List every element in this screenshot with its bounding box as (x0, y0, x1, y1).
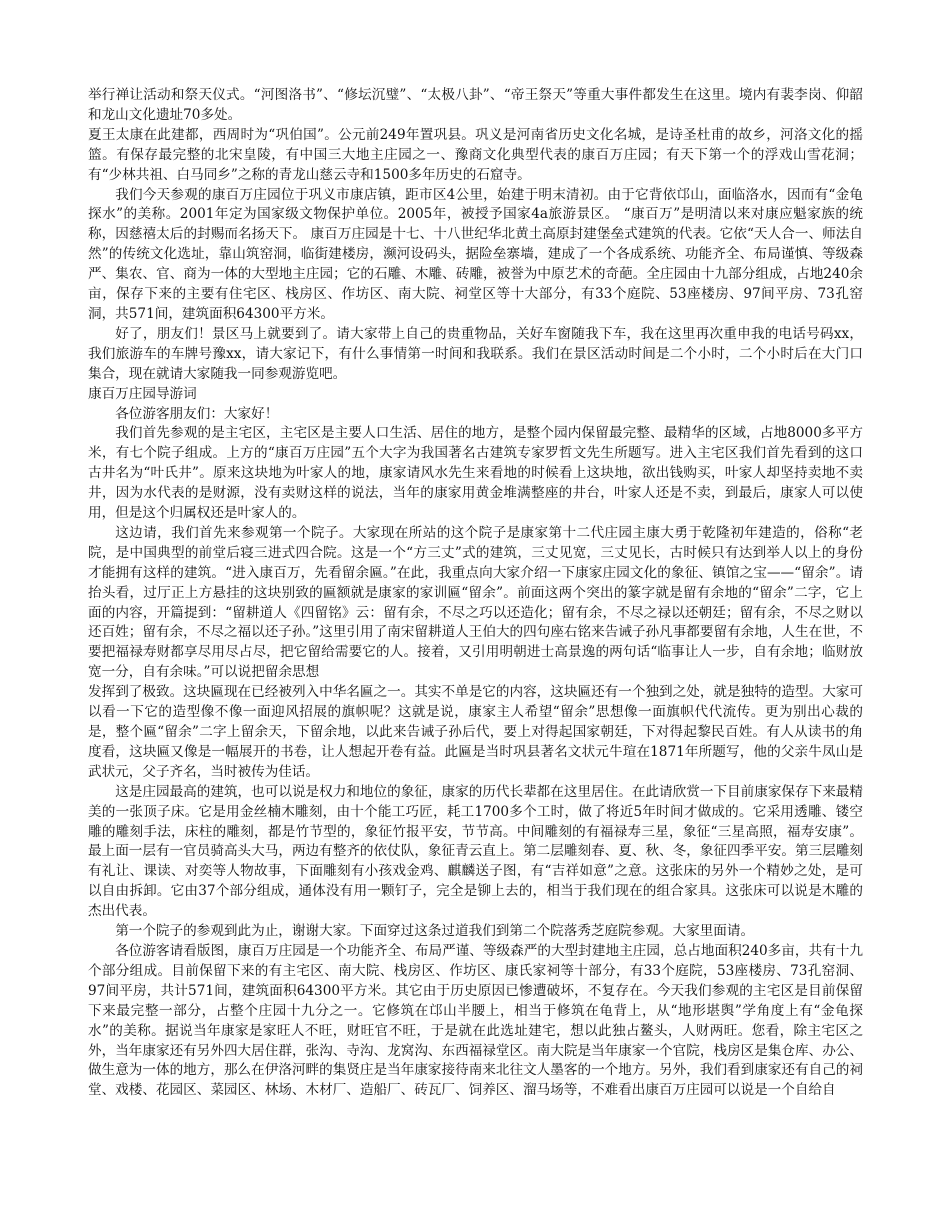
paragraph-transition: 第一个院子的参观到此为止，谢谢大家。下面穿过这条过道我们到第二个院落秀芝庭院参观。大家里面请。 (115, 923, 755, 940)
document-body (88, 86, 863, 1101)
paragraph-canopy-bed: 这是庄园最高的建筑，也可以说是权力和地位的象征，康家的历代长辈都在这里居住。在此请欣赏一下目前康家保存下来最精美的一张顶子床。它是用金丝楠木雕刻，由十个能工巧匠，耗工1700多个工时，做了将近5年时间才做成的。它采用透雕、镂空雕的雕刻手法，床柱的雕刻，都是竹节型的，象征竹报平安，节节高。中间雕刻的有福禄寿三星，象征“三星高照，福寿安康”。最上面一层有一官员骑高头大马，两边有整齐的依仗队，象征青云直上。第二层雕刻春、夏、秋、冬，象征四季平安。第三层雕刻有礼让、课读、对奕等人物故事，下面雕刻有小孩戏金鸡、麒麟送子图，有“吉祥如意”之意。这张床的另外一个精妙之处，是可以自由拆卸。它由37个部分组成，通体没有用一颗钉子，完全是铆上去的，相当于我们现在的组合家具。这张床可以说是木雕的杰出代表。 (88, 783, 863, 920)
paragraph-first-courtyard: 这边请，我们首先来参观第一个院子。大家现在所站的这个院子是康家第十二代庄园主康大勇于乾隆初年建造的，俗称“老院，是中国典型的前堂后寝三进式四合院。这是一个“方三丈”式的建筑，三丈见宽，三丈见长，古时候只有达到举人以上的身份才能拥有这样的建筑。“进入康百万，先看留余匾。”在此，我重点向大家介绍一下康家庄园文化的象征、镇馆之宝——“留余”。请抬头看，过厅正上方悬挂的这块别致的匾额就是康家的家训匾“留余”。前面这两个突出的篆字就是留有余地的“留余”二字，它上面的内容，开篇提到：“留耕道人《四留铭》云：留有余，不尽之巧以还造化；留有余，不尽之禄以还朝廷；留有余，不尽之财以还百姓；留有余，不尽之福以还子孙。”这里引用了南宋留耕道人王伯大的四句座右铭来告诫子孙凡事都要留有余地，人生在世，不要把福禄寿财都享尽用尽占尽，把它留给需要它的人。接着，又引用明朝进士高景逸的两句话“临事让人一步，自有余地；临财放宽一分，自有余味。”可以说把留余思想 (88, 524, 863, 681)
paragraph-intro-rituals: 举行禅让活动和祭天仪式。“河图洛书”、“修坛沉璧”、“太极八卦”、“帝王祭天”等重大事件都发生在这里。境内有裴李岗、仰韶和龙山文化遗址70多处。 (88, 87, 863, 123)
paragraph-layout-map: 各位游客请看版图，康百万庄园是一个功能齐全、布局严谨、等级森严的大型封建地主庄园，总占地面积240多亩，共有十九个部分组成。目前保留下来的有主宅区、南大院、栈房区、作坊区、康氏家祠等十部分，有33个庭院，53座楼房、73孔窑洞、97间平房，共计571间，建筑面积64300平方米。其它由于历史原因已惨遭破坏，不复存在。今天我们参观的主宅区是目前保留下来最完整一部分，占整个庄园十九分之一。它修筑在邙山半腰上，相当于修筑在龟背上，从“地形堪舆”学角度上有“金龟探水”的美称。据说当年康家是家旺人不旺，财旺官不旺，于是就在此选址建宅，想以此独占鳌头，人财两旺。您看，除主宅区之外，当年康家还有另外四大居住群，张沟、寺沟、龙窝沟、东西福禄堂区。南大院是当年康家一个官院，栈房区是集仓库、办公、做生意为一体的地方，那么在伊洛河畔的集贤庄是当年康家接待南来北往文人墨客的一个地方。另外，我们看到康家还有自己的祠堂、戏楼、花园区、菜园区、林场、木材厂、造船厂、砖瓦厂、饲养区、溜马场等，不难看出康百万庄园可以说是一个自给自 (88, 942, 863, 1099)
paragraph-greeting: 各位游客朋友们：大家好！ (115, 405, 279, 422)
paragraph-main-residence: 我们首先参观的是主宅区，主宅区是主要人口生活、居住的地方，是整个园内保留最完整、最精华的区域，占地8000多平方米，有七个院子组成。上方的“康百万庄园”五个大字为我国著名古建筑专家罗哲文先生所题写。进入主宅区我们首先看到的这口古井名为“叶氏井”。原来这块地为叶家人的地，康家请风水先生来看地的时候看上这块地，欲出钱购买，叶家人却坚持卖地不卖井，因为水代表的是财源，没有卖财这样的说法，当年的康家用黄金堆满整座的井台，叶家人还是不卖，到最后，康家人可以使用，但是这个归属权还是叶家人的。 (88, 425, 863, 522)
paragraph-arrival-notice: 好了，朋友们！景区马上就要到了。请大家带上自己的贵重物品，关好车窗随我下车，我在这里再次重申我的电话号码xx，我们旅游车的车牌号豫xx，请大家记下，有什么事情第一时间和我联系。我们在景区活动时间是二个小时，二个小时后在大门口集合，现在就请大家随我一同参观游览吧。 (88, 325, 863, 382)
paragraph-liuyu-plaque: 发挥到了极致。这块匾现在已经被列入中华名匾之一。其实不单是它的内容，这块匾还有一个独到之处，就是独特的造型。大家可以看一下它的造型像不像一面迎风招展的旗帜呢？这就是说，康家主人希望“留余”思想像一面旗帜代代流传。更为别出心裁的是，整个匾“留余”二字上留余天，下留余地，以此来告诫子孙后代，要上对得起国家朝廷，下对得起黎民百姓。有人从读书的角度看，这块匾又像是一幅展开的书卷，让人想起开卷有益。此匾是当时巩县著名文状元牛瑄在1871年所题写，他的父亲牛凤山是武状元，父子齐名，当时被传为佳话。 (88, 684, 863, 780)
paragraph-manor-overview: 我们今天参观的康百万庄园位于巩义市康店镇，距市区4公里，始建于明末清初。由于它背依邙山，面临洛水，因而有“金龟探水”的美称。2001年定为国家级文物保护单位。2005年，被授予国家4a旅游景区。 “康百万”是明清以来对康应魁家族的统称，因慈禧太后的封赐而名扬天下。 康百万庄园是十七、十八世纪华北黄土高原封建堡垒式建筑的代表。它依“天人合一、师法自然”的传统文化选址，靠山筑窑洞，临街建楼房，濒河设码头，据险垒寨墙，建成了一个各成系统、功能齐全、布局谨慎、等级森严、集农、官、商为一体的大型地主庄园；它的石雕、木雕、砖雕，被誉为中原艺术的奇葩。全庄园由十九部分组成，占地240余亩，保存下来的主要有住宅区、栈房区、作坊区、南大院、祠堂区等十大部分，有33个庭院、53座楼房、97间平房、73孔窑洞，共571间，建筑面积64300平方米。 (88, 186, 863, 322)
section-heading: 康百万庄园导游词 (88, 385, 197, 402)
paragraph-gongyi-history: 夏王太康在此建都，西周时为“巩伯国”。公元前249年置巩县。巩义是河南省历史文化名城，是诗圣杜甫的故乡，河洛文化的摇篮。有保存最完整的北宋皇陵，有中国三大地主庄园之一、豫商文化典型代表的康百万庄园；有天下第一个的浮戏山雪花洞；有“少林共祖、白马同乡”之称的青龙山慈云寺和1500多年历史的石窟寺。 (88, 126, 863, 183)
